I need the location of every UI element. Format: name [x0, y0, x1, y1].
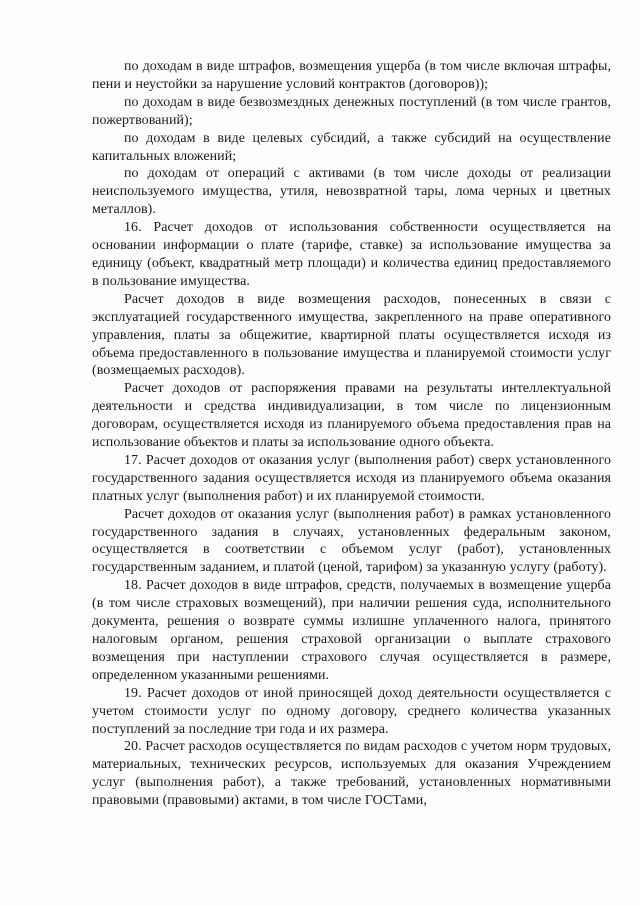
- paragraph-asset-operations-income: по доходам от операций с активами (в том числе доходы от реализации неиспользуемого имущества, утиля, невозвратной тары, лома черных и цветных металлов).: [92, 166, 611, 218]
- paragraph-clause-19: 19. Расчет доходов от иной приносящей доход деятельности осуществляется с учетом стоимости услуг по одному договору, среднего количества указанных поступлений за последние три года и их размера.: [92, 685, 611, 737]
- paragraph-fines-income: по доходам в виде штрафов, возмещения ущерба (в том числе включая штрафы, пени и неустойки за нарушение условий контрактов (договоров));: [92, 59, 611, 92]
- paragraph-expense-reimbursement: Расчет доходов в виде возмещения расходов, понесенных в связи с эксплуатацией государственного имущества, закрепленного на праве оперативного управления, платы за общежитие, квартирной платы осуществляется исходя из объема предоставленного в пользование имущества и планируемой стоимости услуг (возмещаемых расходов).: [92, 291, 611, 379]
- paragraph-clause-16: 16. Расчет доходов от использования собственности осуществляется на основании информации о плате (тарифе, ставке) за использование имущества за единицу (объект, квадратный метр площади) и количества единиц предоставляемого в пользование имущества.: [92, 220, 611, 289]
- paragraph-grants-income: по доходам в виде безвозмездных денежных поступлений (в том числе грантов, пожертвований);: [92, 94, 611, 128]
- paragraph-subsidies-income: по доходам в виде целевых субсидий, а также субсидий на осуществление капитальных вложений;: [92, 130, 611, 164]
- paragraph-intellectual-property: Расчет доходов от распоряжения правами на результаты интеллектуальной деятельности и средства индивидуализации, в том числе по лицензионным договорам, осуществляется исходя из планируемого объема предоставления прав на использование объектов и платы за использование одного объекта.: [92, 381, 611, 451]
- paragraph-clause-17: 17. Расчет доходов от оказания услуг (выполнения работ) сверх установленного государственного задания осуществляется исходя из планируемого объема оказания платных услуг (выполнения работ) и их планируемой стоимости.: [92, 452, 611, 504]
- paragraph-state-assignment-services: Расчет доходов от оказания услуг (выполнения работ) в рамках установленного государственного задания в случаях, установленных федеральным законом, осуществляется в соответствии с объемом услуг (работ), установленных государственным заданием, и платой (ценой, тарифом) за указанную услугу (работу).: [92, 506, 611, 576]
- paragraph-clause-18: 18. Расчет доходов в виде штрафов, средств, получаемых в возмещение ущерба (в том числе страховых возмещений), при наличии решения суда, исполнительного документа, решения о возврате суммы излишне уплаченного налога, принятого налоговым органом, решения страховой организации о выплате страхового возмещения при наступлении страхового случая осуществляется в размере, определенном указанными решениями.: [92, 578, 611, 683]
- document-body: [92, 58, 611, 810]
- paragraph-clause-20: 20. Расчет расходов осуществляется по видам расходов с учетом норм трудовых, материальных, технических ресурсов, используемых для оказания Учреждением услуг (выполнения работ), а также требований, установленных нормативными правовыми (правовыми) актами, в том числе ГОСТами,: [92, 739, 611, 809]
